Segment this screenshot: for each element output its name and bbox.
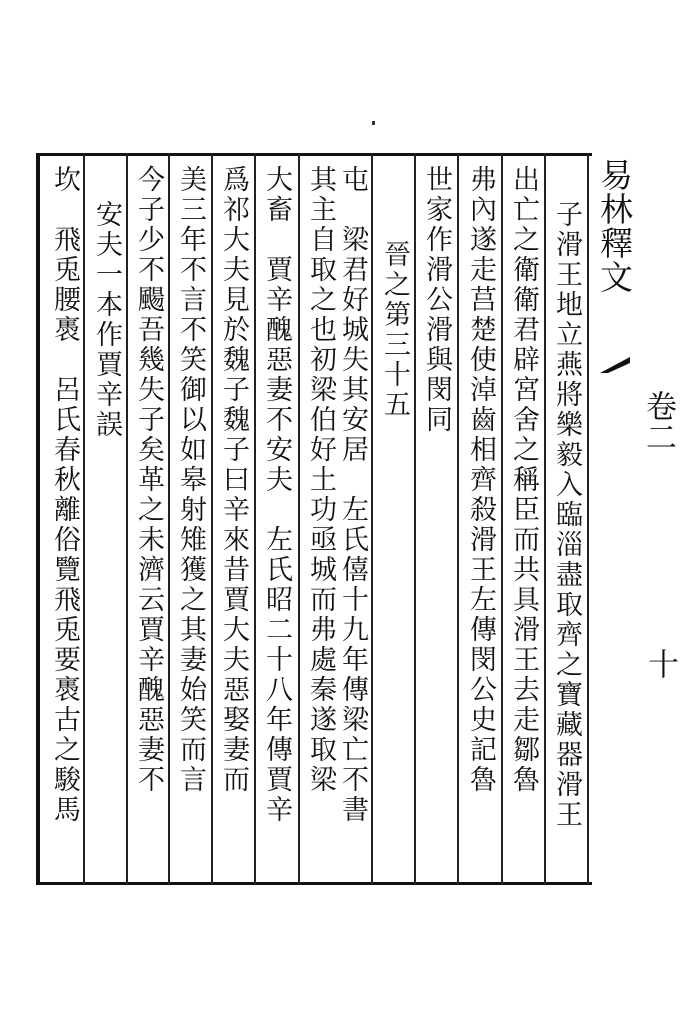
text-column-12: 安夫一本作賈辛誤 — [91, 200, 122, 440]
text-column-11: 今子少不颺吾幾失子矣革之未濟云賈辛醜惡妻不 — [133, 165, 164, 795]
ink-speck — [372, 121, 375, 125]
text-column-10: 美三年不言不笑御以如皋射雉獲之其妻始笑而言 — [175, 165, 206, 795]
text-column-4: 世家作滑公滑與閔同 — [421, 165, 452, 435]
text-column-1: 子滑王地立燕將樂毅入臨淄盡取齊之寶藏器滑王 — [551, 200, 582, 830]
text-column-5: 晉之第三十五 — [379, 240, 410, 420]
text-column-9: 爲祁大夫見於魏子魏子曰辛來昔賈大夫惡娶妻而 — [218, 165, 249, 795]
text-column-13: 坎 飛兎腰褭 呂氏春秋離俗覽飛兎要褭古之駿馬 — [49, 165, 80, 825]
fish-tail-mark-icon — [600, 357, 630, 373]
text-column-7: 其主自取之也初梁伯好土功亟城而弗處秦遂取梁 — [305, 165, 336, 795]
text-column-6: 屯 梁君好城失其安居 左氏僖十九年傳梁亡不書 — [337, 165, 368, 825]
text-column-8: 大畜 賈辛醜惡妻不安夫 左氏昭二十八年傳賈辛 — [261, 165, 292, 825]
margin-leaf-number: 十 — [642, 648, 678, 679]
text-column-2: 出亡之衛衛君辟宮舍之稱臣而共具滑王去走鄒魯 — [508, 165, 539, 795]
margin-volume: 卷二 — [640, 390, 676, 452]
column-rule — [587, 153, 589, 885]
text-column-3: 弗內遂走莒楚使淖齒相齊殺滑王左傳閔公史記魯 — [465, 165, 496, 795]
margin-title: 易林釋文 — [595, 158, 634, 294]
column-rule — [457, 153, 459, 885]
